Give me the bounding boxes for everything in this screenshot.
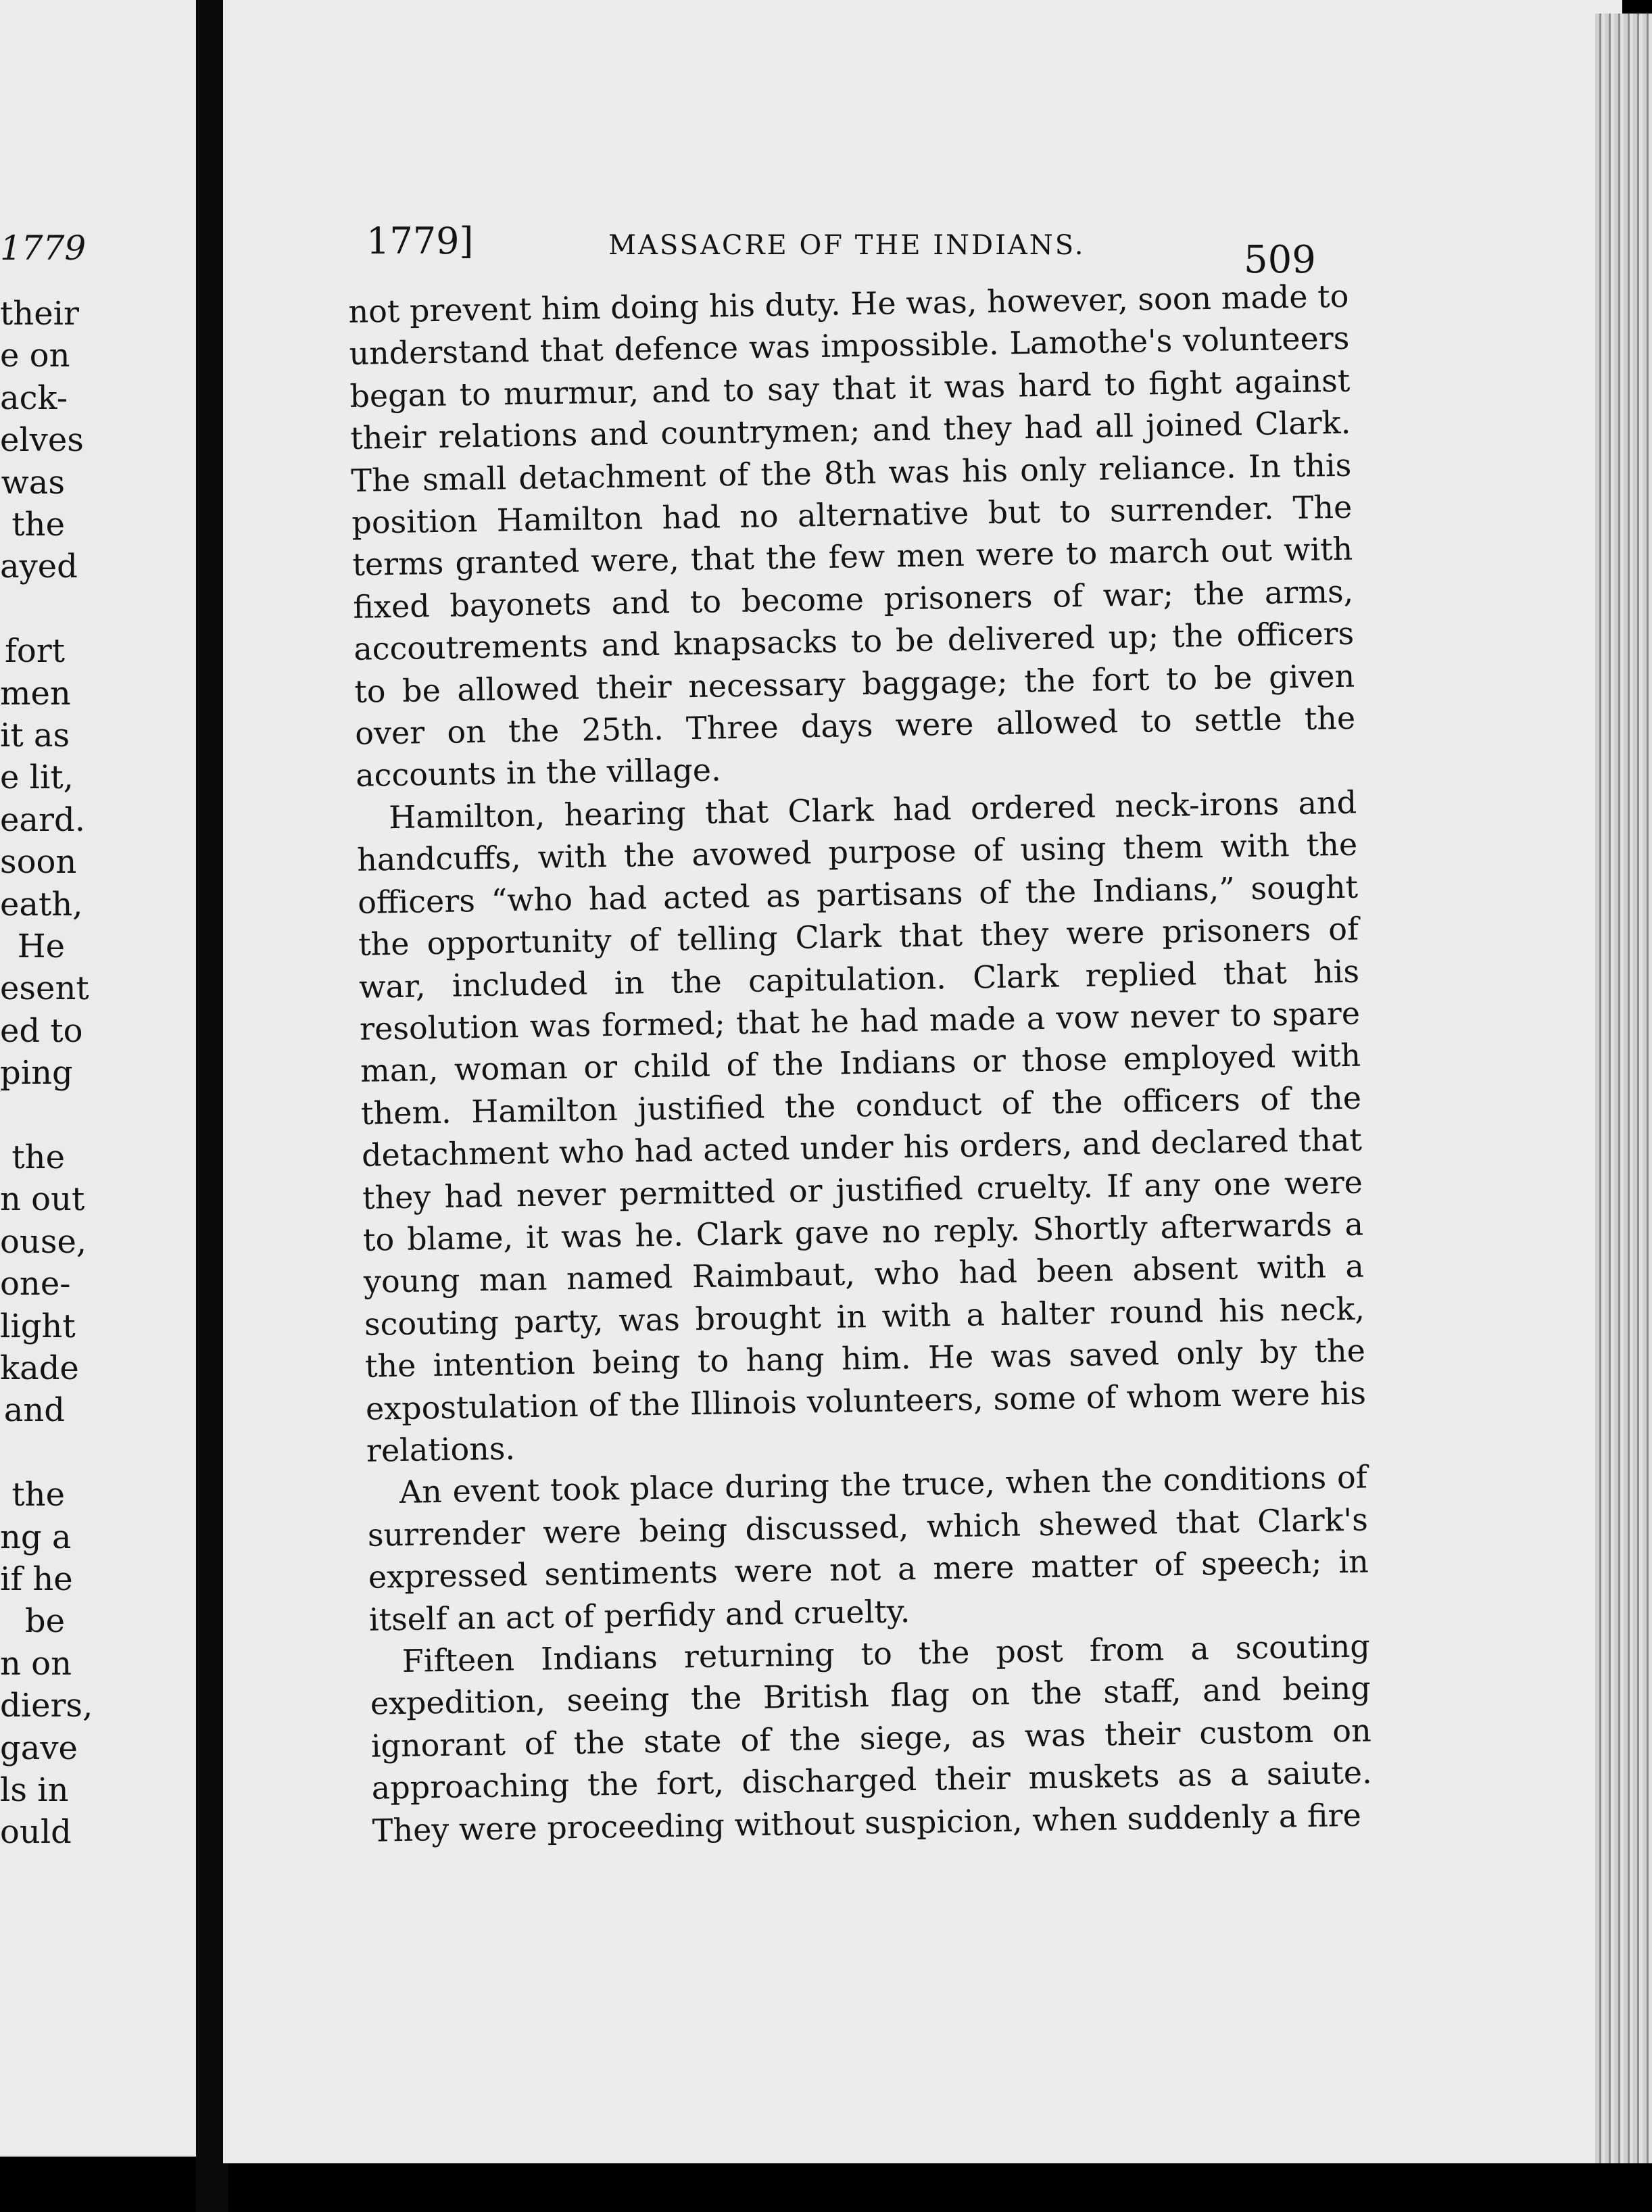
left-line-fragment: elves: [0, 421, 84, 460]
paragraph: Hamilton, hearing that Clark had ordered neck-irons and handcuffs, with the avowed purpose of using them with the officers “who had acted as partisans of the Indians,” sought the opportunity of telling Clark that they were prisoners of war, included in the capitulation. Clark replied that his resolution was formed; that he had made a vow never to spare man, woman or child of the Indians or those employed with them. Hamilton justified the conduct of the officers of the detachment who had acted under his orders, and declared that they had never permitted or justified cruelty. If any one were to blame, it was he. Clark gave no reply. Shortly afterwards a young man named Raimbaut, who had been absent with a scouting party, was brought in with a halter round his neck, the intention being to hang him. He was saved only by the expostulation of the Illinois volunteers, some of whom were his relations.: [356, 784, 1367, 1469]
left-line-fragment: ng a: [0, 1518, 72, 1556]
right-page: [223, 0, 1622, 2163]
left-line-fragment: men: [0, 674, 71, 713]
left-line-fragment: ed to: [0, 1011, 83, 1050]
left-line-fragment: ack-: [0, 379, 68, 417]
left-line-fragment: it as: [0, 717, 70, 754]
left-page-header: 1779: [0, 229, 87, 268]
left-line-fragment: eath,: [0, 885, 83, 923]
left-line-fragment: n out: [0, 1180, 85, 1219]
paragraph: Fifteen Indians returning to the post from a scouting expedition, seeing the British flag on the staff, and being ignorant of the state of the siege, as was their custom on approaching the fort, discharged their muskets as a saiute. They were proceeding without suspicion, when suddenly a fire: [370, 1627, 1373, 1849]
left-line-fragment: ls in: [0, 1771, 69, 1809]
left-line-fragment: be: [24, 1602, 65, 1641]
left-line-fragment: gave: [0, 1729, 78, 1767]
paragraph: not prevent him doing his duty. He was, however, soon made to understand that defence was impossible. Lamothe's volunteers began to murmur, and to say that it was hard to fight against their relations and countrymen; and they had all joined Clark. The small detachment of the 8th was his only reliance. In this position Hamilton had no alternative but to surrender. The terms granted were, that the few men were to march out with fixed bayonets and to become prisoners of war; the arms, accoutrements and knapsacks to be delivered up; the officers to be allowed their necessary baggage; the fort to be given over on the 25th. Three days were allowed to settle the accounts in the village.: [348, 277, 1356, 794]
left-line-fragment: esent: [0, 969, 89, 1008]
body-text: [348, 275, 1373, 1852]
left-line-fragment: soon: [0, 843, 77, 882]
left-line-fragment: ouse,: [0, 1222, 87, 1261]
paragraph: An event took place during the truce, when the conditions of surrender were being discussed, which shewed that Clark's expressed sentiments were not a mere matter of speech; in itself an act of perfidy and cruelty.: [367, 1458, 1369, 1638]
left-line-fragment: He: [17, 928, 65, 965]
left-line-fragment: the: [11, 506, 65, 544]
left-line-fragment: e on: [0, 337, 70, 375]
left-line-fragment: their: [0, 295, 79, 333]
page-number: 509: [1244, 238, 1316, 282]
left-line-fragment: ould: [0, 1813, 72, 1852]
left-line-fragment: kade: [0, 1349, 79, 1387]
left-line-fragment: eard.: [0, 800, 85, 839]
running-head-year: 1779]: [366, 220, 474, 262]
left-line-fragment: diers,: [0, 1687, 93, 1725]
left-page-fragment: [0, 0, 196, 2157]
left-line-fragment: the: [11, 1138, 65, 1176]
left-line-fragment: e lit,: [0, 759, 74, 797]
left-line-fragment: fort: [5, 632, 65, 671]
left-line-fragment: was: [1, 463, 65, 502]
page-stack-edges: [1595, 14, 1652, 2163]
running-head-title: MASSACRE OF THE INDIANS.: [608, 230, 1086, 261]
left-line-fragment: the: [11, 1476, 65, 1514]
left-line-fragment: one-: [0, 1265, 71, 1303]
left-line-fragment: n on: [0, 1644, 72, 1683]
left-line-fragment: if he: [0, 1560, 73, 1598]
left-line-fragment: ayed: [0, 548, 78, 586]
left-line-fragment: ping: [0, 1054, 73, 1092]
left-line-fragment: and: [3, 1391, 65, 1430]
left-line-fragment: light: [0, 1307, 76, 1345]
